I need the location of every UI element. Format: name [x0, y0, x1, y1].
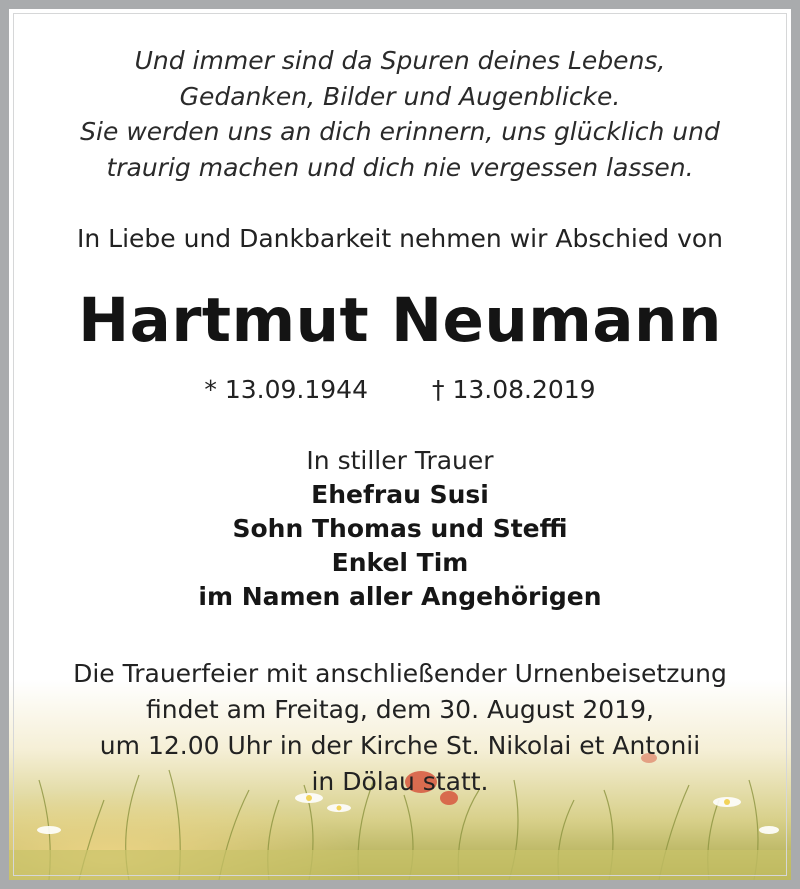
mourner-name: Sohn Thomas und Steffi — [232, 514, 568, 543]
poem-line: Gedanken, Bilder und Augenblicke. — [179, 81, 621, 111]
mourning-heading: In stiller Trauer — [306, 446, 494, 475]
poem-line: traurig machen und dich nie vergessen lassen. — [106, 152, 694, 182]
ceremony-line: findet am Freitag, dem 30. August 2019, — [146, 695, 654, 724]
mourners-block — [9, 444, 791, 614]
ceremony-info — [9, 656, 791, 800]
poem-line: Und immer sind da Spuren deines Lebens, — [134, 46, 666, 75]
farewell-intro: In Liebe und Dankbarkeit nehmen wir Abschied von — [76, 224, 724, 253]
ceremony-line: Die Trauerfeier mit anschließender Urnenbeisetzung — [73, 659, 727, 688]
ceremony-line: in Dölau statt. — [311, 767, 489, 796]
birth-date: * 13.09.1944 — [204, 375, 368, 404]
ceremony-line: um 12.00 Uhr in der Kirche St. Nikolai et Antonii — [99, 731, 701, 760]
death-date: † 13.08.2019 — [432, 375, 596, 404]
mourner-name: Enkel Tim — [331, 548, 469, 577]
mourner-name: im Namen aller Angehörigen — [198, 582, 602, 611]
mourner-name: Ehefrau Susi — [311, 480, 489, 509]
poem — [9, 43, 791, 185]
deceased-name: Hartmut Neumann — [78, 285, 722, 356]
poem-line: Sie werden uns an dich erinnern, uns glücklich und — [80, 117, 720, 146]
life-dates — [9, 373, 791, 407]
